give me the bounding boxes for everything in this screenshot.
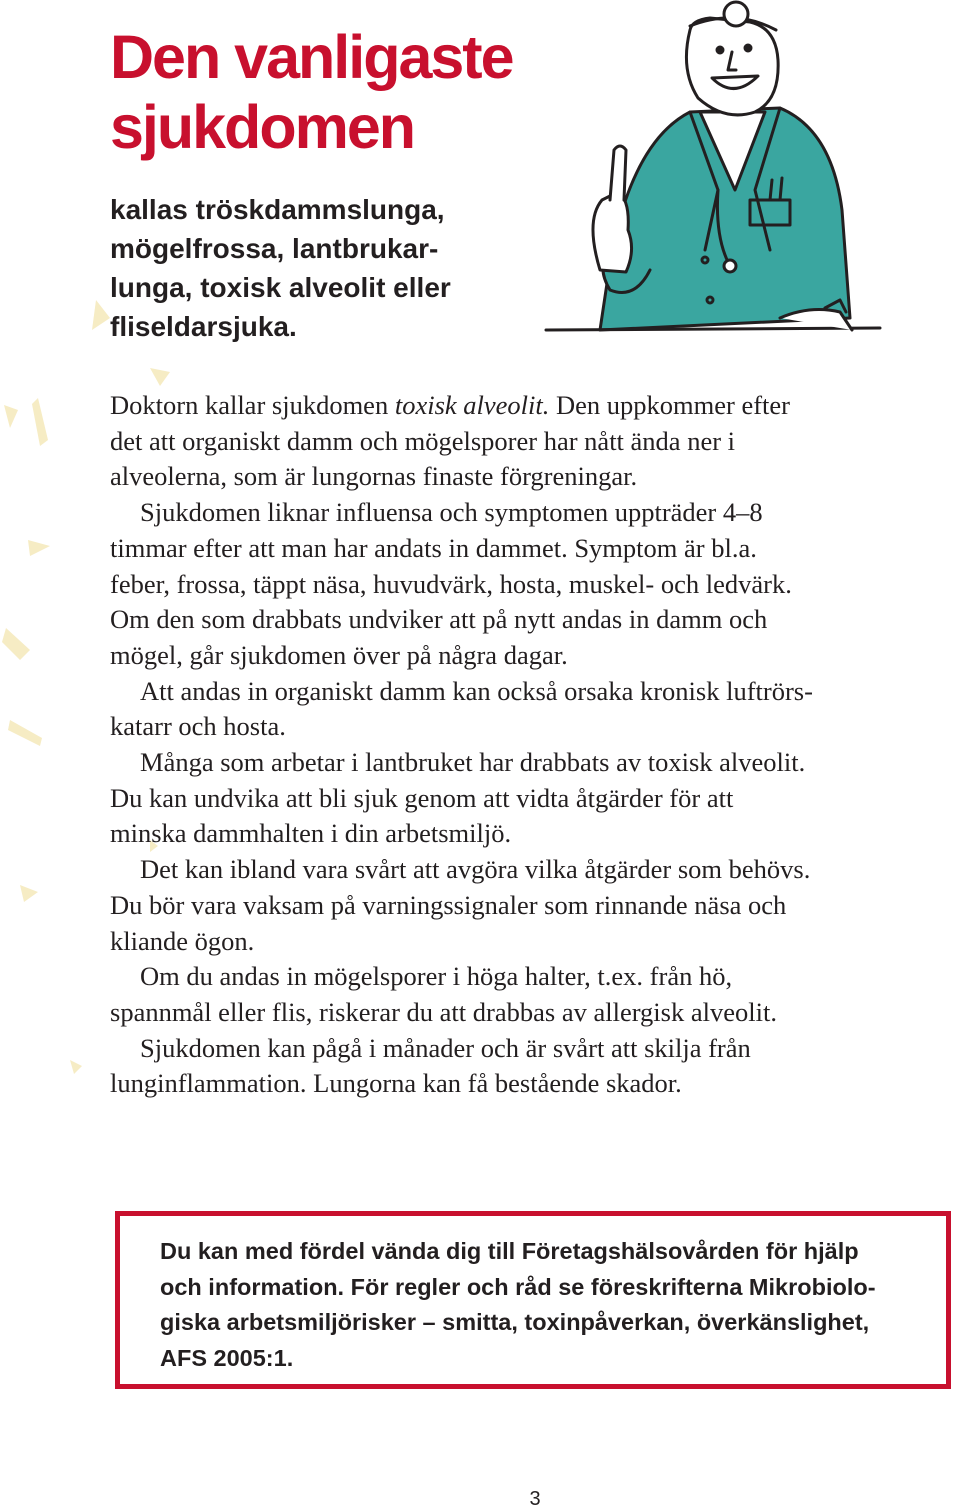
body-line: Du kan undvika att bli sjuk genom att vidta åtgärder för att <box>110 782 734 813</box>
body-line: Sjukdomen kan pågå i månader och är svårt att skilja från <box>140 1032 751 1063</box>
body-line: Doktorn kallar sjukdomen toxisk alveolit. Den uppkommer efter <box>110 390 790 420</box>
body-line: minska dammhalten i din arbetsmiljö. <box>110 818 512 849</box>
body-line: Sjukdomen liknar influensa och symptomen uppträder 4–8 <box>140 497 763 528</box>
info-box-text <box>160 1234 930 1376</box>
info-line: giska arbetsmiljörisker – smitta, toxinpåverkan, överkänslighet, <box>160 1309 870 1335</box>
page-title-line: sjukdomen <box>110 93 415 161</box>
info-line: AFS 2005:1. <box>160 1344 294 1371</box>
doctor-illustration-icon <box>540 0 890 372</box>
lead-line: lunga, toxisk alveolit eller <box>110 272 451 303</box>
lead-paragraph <box>110 190 530 346</box>
page-title-line: Den vanligaste <box>110 23 513 91</box>
body-text <box>110 388 955 1102</box>
info-line: Du kan med fördel vända dig till Företagshälsovården för hjälp <box>160 1238 859 1264</box>
body-line: Om den som drabbats undviker att på nytt andas in damm och <box>110 604 768 635</box>
lead-line: kallas tröskdammslunga, <box>110 194 445 225</box>
body-line: Många som arbetar i lantbruket har drabbats av toxisk alveolit. <box>140 747 806 778</box>
page-title <box>110 22 550 162</box>
body-line: Det kan ibland vara svårt att avgöra vilka åtgärder som behövs. <box>140 854 811 885</box>
lead-line: fliseldarsjuka. <box>110 311 297 342</box>
body-line: Att andas in organiskt damm kan också orsaka kronisk luftrörs- <box>140 675 813 706</box>
body-line: alveolerna, som är lungornas finaste förgreningar. <box>110 461 638 492</box>
body-line: lunginflammation. Lungorna kan få bestående skador. <box>110 1068 682 1099</box>
body-line: mögel, går sjukdomen över på några dagar. <box>110 639 568 670</box>
lead-line: mögelfrossa, lantbrukar- <box>110 233 439 264</box>
body-line: Om du andas in mögelsporer i höga halter, t.ex. från hö, <box>140 961 733 992</box>
body-line: det att organiskt damm och mögelsporer har nått ända ner i <box>110 425 736 456</box>
info-box <box>115 1211 951 1389</box>
info-line: och information. För regler och råd se föreskrifterna Mikrobiolo- <box>160 1273 876 1300</box>
body-line: feber, frossa, täppt näsa, huvudvärk, hosta, muskel- och ledvärk. <box>110 568 792 599</box>
body-line: Du bör vara vaksam på varningssignaler som rinnande näsa och <box>110 889 787 920</box>
body-line: kliande ögon. <box>110 925 255 956</box>
body-line: timmar efter att man har andats in dammet. Symptom är bl.a. <box>110 532 757 563</box>
body-line: katarr och hosta. <box>110 711 286 742</box>
term-toxisk-alveolit: toxisk alveolit. <box>394 390 550 420</box>
page-number: 3 <box>529 1488 541 1510</box>
body-line: spannmål eller flis, riskerar du att drabbas av allergisk alveolit. <box>110 996 777 1027</box>
